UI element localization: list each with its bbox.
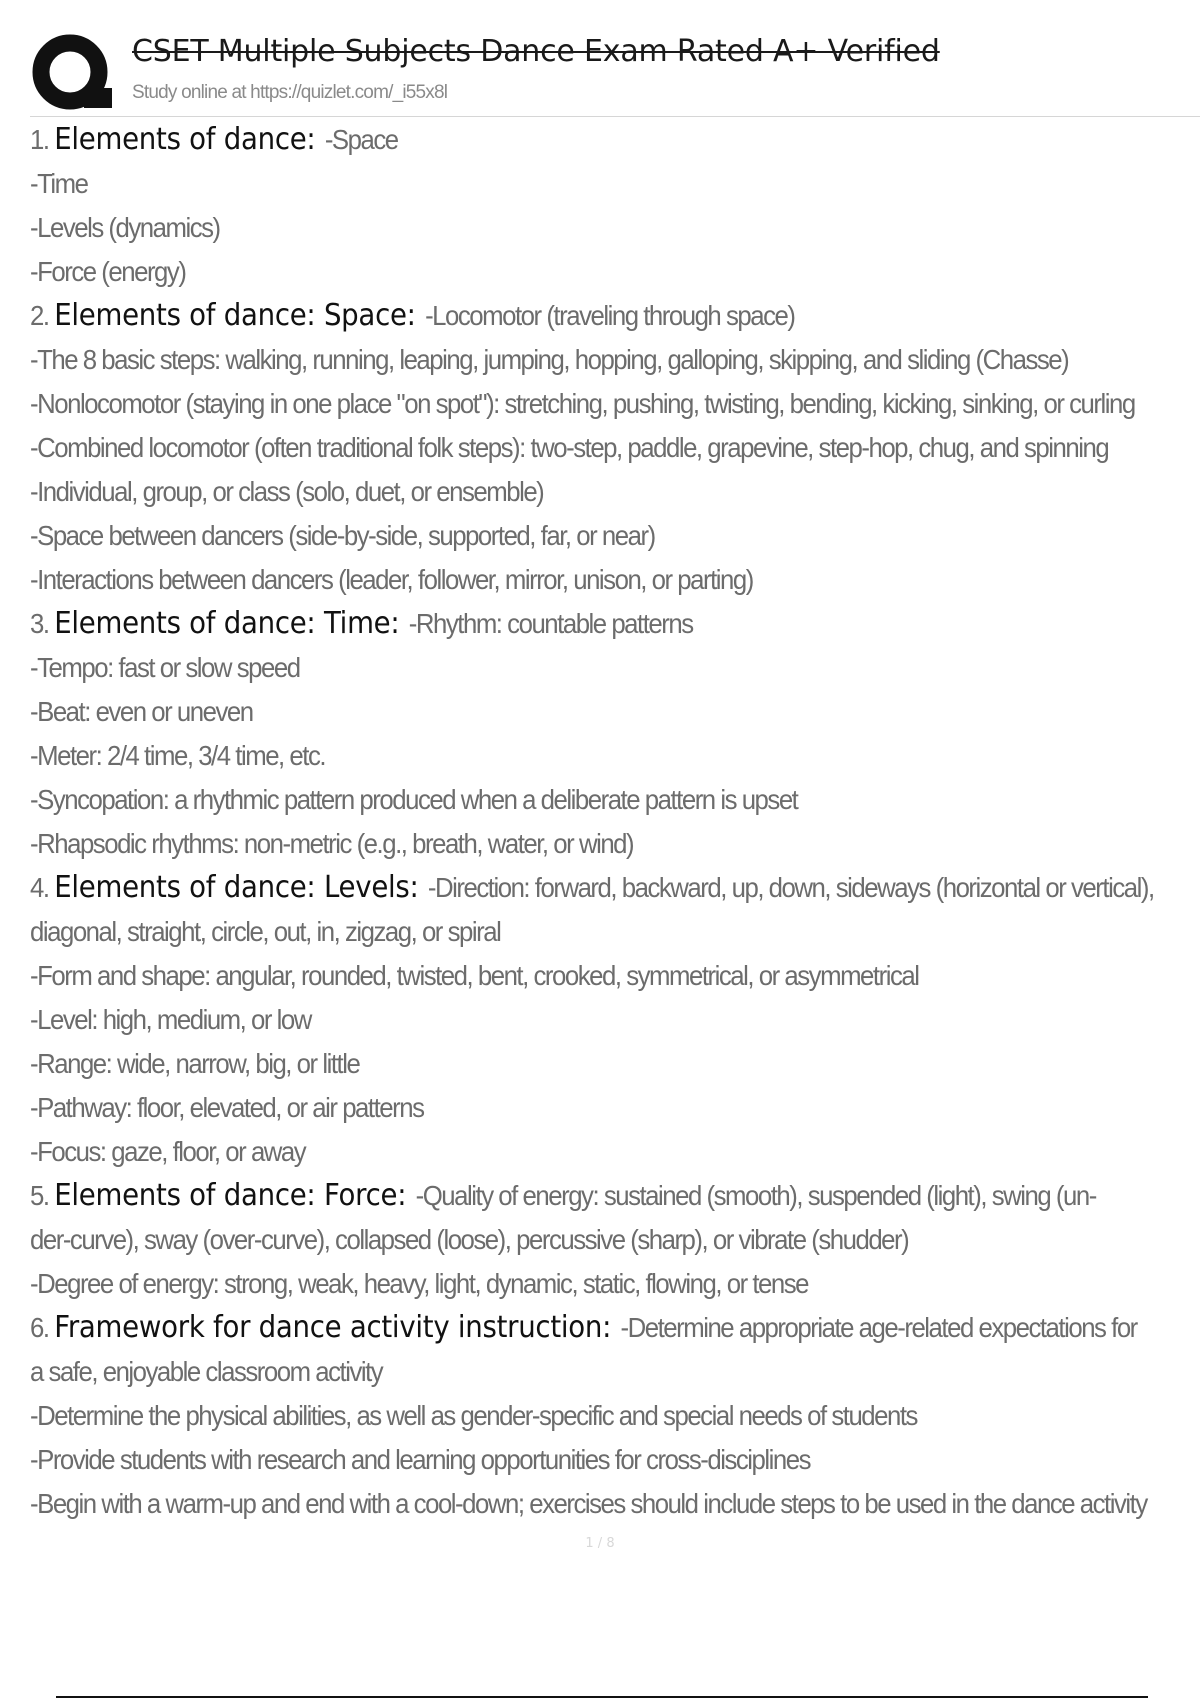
entry-first-line bbox=[30, 866, 1200, 910]
entry-definition-line bbox=[30, 162, 1200, 206]
flashcard-entry bbox=[30, 118, 1200, 294]
entry-term: Elements of dance: Force: bbox=[54, 1178, 407, 1213]
entry-definition-line bbox=[30, 910, 1200, 954]
entry-number: 6. bbox=[30, 1312, 49, 1343]
entry-definition-line bbox=[30, 1042, 1200, 1086]
entry-term: Elements of dance: Time: bbox=[54, 606, 400, 641]
entry-definition-line bbox=[30, 1262, 1200, 1306]
definition-text: -Interactions between dancers (leader, follower, mirror, unison, or parting) bbox=[30, 564, 753, 595]
entry-definition-line bbox=[30, 1086, 1200, 1130]
entry-heading bbox=[30, 118, 398, 162]
entry-definition-line bbox=[30, 734, 1200, 778]
definition-text: -Form and shape: angular, rounded, twisted, bent, crooked, symmetrical, or asymmetrical bbox=[30, 960, 919, 991]
flashcard-entry bbox=[30, 602, 1200, 866]
entry-term: Elements of dance: Levels: bbox=[54, 870, 419, 905]
definition-text: -Syncopation: a rhythmic pattern produced when a deliberate pattern is upset bbox=[30, 784, 798, 815]
definition-text: -Tempo: fast or slow speed bbox=[30, 652, 300, 683]
definition-text: -Determine the physical abilities, as well as gender-specific and special needs of students bbox=[30, 1400, 917, 1431]
definition-text: der-curve), sway (over-curve), collapsed (loose), percussive (sharp), or vibrate (shudder) bbox=[30, 1224, 909, 1255]
entry-definition-start: -Space bbox=[324, 124, 398, 155]
entry-number: 1. bbox=[30, 124, 49, 155]
header-divider bbox=[30, 116, 1200, 117]
entry-heading bbox=[30, 866, 1154, 910]
entry-definition-line bbox=[30, 206, 1200, 250]
entry-number: 4. bbox=[30, 872, 49, 903]
flashcard-entry bbox=[30, 294, 1200, 602]
entry-definition-line bbox=[30, 954, 1200, 998]
definition-text: -Rhapsodic rhythms: non-metric (e.g., breath, water, or wind) bbox=[30, 828, 634, 859]
definition-text: -Nonlocomotor (staying in one place "on spot"): stretching, pushing, twisting, bending, kicking, sinking, or curling bbox=[30, 388, 1135, 419]
definition-text: -Begin with a warm-up and end with a cool-down; exercises should include steps to be used in the dance activity bbox=[30, 1488, 1147, 1519]
entry-term: Elements of dance: Space: bbox=[54, 298, 416, 333]
entry-heading bbox=[30, 602, 693, 646]
entry-definition-start: -Determine appropriate age-related expectations for bbox=[620, 1312, 1137, 1343]
entry-definition-line bbox=[30, 426, 1200, 470]
entry-heading bbox=[30, 294, 794, 338]
entry-number: 3. bbox=[30, 608, 49, 639]
entry-definition-line bbox=[30, 1394, 1200, 1438]
entry-definition-start: -Rhythm: countable patterns bbox=[408, 608, 693, 639]
document-title: CSET Multiple Subjects Dance Exam Rated A+ Verified bbox=[132, 34, 940, 69]
entry-first-line bbox=[30, 294, 1200, 338]
definition-text: -Degree of energy: strong, weak, heavy, light, dynamic, static, flowing, or tense bbox=[30, 1268, 809, 1299]
flashcard-list bbox=[30, 118, 1200, 1526]
entry-first-line bbox=[30, 118, 1200, 162]
definition-text: -Individual, group, or class (solo, duet, or ensemble) bbox=[30, 476, 544, 507]
entry-definition-line bbox=[30, 470, 1200, 514]
entry-definition-line bbox=[30, 778, 1200, 822]
flashcard-entry bbox=[30, 866, 1200, 1174]
entry-first-line bbox=[30, 1306, 1200, 1350]
document-header bbox=[30, 30, 1200, 118]
definition-text: -Focus: gaze, floor, or away bbox=[30, 1136, 306, 1167]
definition-text: -Space between dancers (side-by-side, supported, far, or near) bbox=[30, 520, 655, 551]
entry-first-line bbox=[30, 1174, 1200, 1218]
entry-number: 5. bbox=[30, 1180, 49, 1211]
definition-text: -Time bbox=[30, 168, 88, 199]
entry-number: 2. bbox=[30, 300, 49, 331]
definition-text: -Meter: 2/4 time, 3/4 time, etc. bbox=[30, 740, 326, 771]
entry-definition-line bbox=[30, 514, 1200, 558]
entry-definition-line bbox=[30, 338, 1200, 382]
definition-text: -Combined locomotor (often traditional folk steps): two-step, paddle, grapevine, step-hop, chug, and spinning bbox=[30, 432, 1109, 463]
entry-definition-line bbox=[30, 646, 1200, 690]
definition-text: diagonal, straight, circle, out, in, zigzag, or spiral bbox=[30, 916, 501, 947]
entry-first-line bbox=[30, 602, 1200, 646]
entry-definition-line bbox=[30, 690, 1200, 734]
entry-heading bbox=[30, 1306, 1137, 1350]
entry-definition-line bbox=[30, 1218, 1200, 1262]
definition-text: -Beat: even or uneven bbox=[30, 696, 253, 727]
entry-definition-line bbox=[30, 1438, 1200, 1482]
entry-definition-line bbox=[30, 1482, 1200, 1526]
entry-heading bbox=[30, 1174, 1096, 1218]
definition-text: -Levels (dynamics) bbox=[30, 212, 220, 243]
entry-definition-line bbox=[30, 1350, 1200, 1394]
entry-term: Framework for dance activity instruction: bbox=[54, 1310, 612, 1345]
entry-definition-line bbox=[30, 998, 1200, 1042]
entry-definition-start: -Locomotor (traveling through space) bbox=[425, 300, 795, 331]
entry-term: Elements of dance: bbox=[54, 122, 316, 157]
definition-text: -Range: wide, narrow, big, or little bbox=[30, 1048, 360, 1079]
page-indicator: 1 / 8 bbox=[585, 1536, 615, 1551]
definition-text: -Force (energy) bbox=[30, 256, 186, 287]
entry-definition-line bbox=[30, 250, 1200, 294]
bottom-divider bbox=[56, 1696, 1148, 1698]
entry-definition-line bbox=[30, 1130, 1200, 1174]
entry-definition-line bbox=[30, 558, 1200, 602]
entry-definition-start: -Quality of energy: sustained (smooth), suspended (light), swing (un- bbox=[415, 1180, 1096, 1211]
entry-definition-line bbox=[30, 382, 1200, 426]
entry-definition-line bbox=[30, 822, 1200, 866]
entry-definition-start: -Direction: forward, backward, up, down, sideways (horizontal or vertical), bbox=[427, 872, 1154, 903]
definition-text: -Provide students with research and learning opportunities for cross-disciplines bbox=[30, 1444, 811, 1475]
flashcard-entry bbox=[30, 1306, 1200, 1526]
definition-text: -Pathway: floor, elevated, or air patterns bbox=[30, 1092, 424, 1123]
definition-text: -The 8 basic steps: walking, running, leaping, jumping, hopping, galloping, skipping, and sliding (Chasse) bbox=[30, 344, 1069, 375]
definition-text: -Level: high, medium, or low bbox=[30, 1004, 311, 1035]
definition-text: a safe, enjoyable classroom activity bbox=[30, 1356, 383, 1387]
flashcard-entry bbox=[30, 1174, 1200, 1306]
quizlet-logo-icon bbox=[30, 32, 112, 114]
study-online-link[interactable]: Study online at https://quizlet.com/_i55x8l bbox=[132, 82, 448, 103]
